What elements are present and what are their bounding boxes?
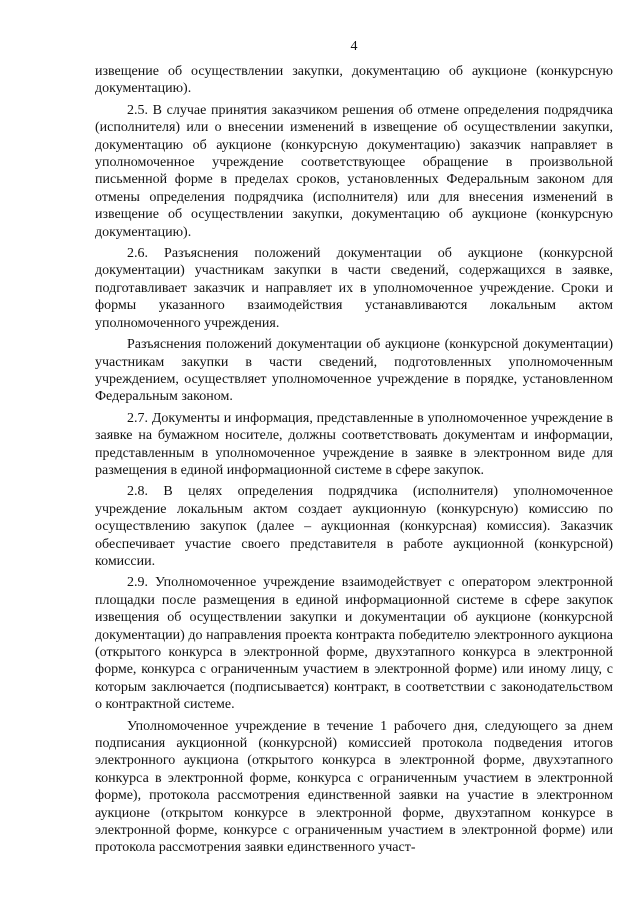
paragraph-2-6-clarifications: Разъяснения положений документации об аукционе (конкурсной документации) участникам закупки в части сведений, подготовленных уполномоченным учреждением, осуществляет уполномоченное учреждение в порядке, установленном Федеральным законом.	[95, 337, 613, 405]
paragraph-2-8: 2.8. В целях определения подрядчика (исполнителя) уполномоченное учреждение локальным актом создает аукционную (конкурсную) комиссию по осуществлению закупок (далее – аукционная (конкурсная) комиссия). Заказчик обеспечивает участие своего представителя в работе аукционной (конкурсной) комиссии.	[95, 484, 613, 569]
paragraph-2-7: 2.7. Документы и информация, представленные в уполномоченное учреждение в заявке на бумажном носителе, должны соответствовать документам и информации, представленным в уполномоченное учреждение в заявке в электронном виде для размещения в единой информационной системе в сфере закупок.	[95, 410, 613, 478]
paragraph-2-5: 2.5. В случае принятия заказчиком решения об отмене определения подрядчика (исполнителя) или о внесении изменений в извещение об осуществлении закупки, документацию об аукционе (конкурсную документацию) заказчик направляет в уполномоченное учреждение соответствующее обращение в произвольной письменной форме в пределах сроков, установленных Федеральным законом для отмены определения подрядчика (исполнителя) или для внесения изменений в извещение об осуществлении закупки, документацию об аукционе (конкурсную документацию).	[95, 102, 613, 240]
page-number: 4	[350, 39, 358, 54]
paragraph-continuation: извещение об осуществлении закупки, документацию об аукционе (конкурсную документацию).	[95, 64, 613, 97]
paragraph-2-6: 2.6. Разъяснения положений документации об аукционе (конкурсной документации) участникам закупки в части сведений, содержащихся в заявке, подготавливает заказчик и направляет их в уполномоченное учреждение. Сроки и формы указанного взаимодействия устанавливаются локальным актом уполномоченного учреждения.	[95, 246, 613, 331]
paragraph-2-9: 2.9. Уполномоченное учреждение взаимодействует с оператором электронной площадки после размещения в единой информационной системе в сфере закупок извещения об осуществлении закупки и документации об аукционе (конкурсной документации) до направления проекта контракта победителю электронного аукциона (открытого конкурса в электронной форме, двухэтапного конкурса в электронной форме, конкурса с ограниченным участием в электронной форме) или иному лицу, с которым заключается (подписывается) контракт, в соответствии с законодательством о контрактной системе.	[95, 575, 613, 713]
document-page	[95, 38, 613, 857]
paragraph-2-9-protocol: Уполномоченное учреждение в течение 1 рабочего дня, следующего за днем подписания аукционной (конкурсной) комиссией протокола подведения итогов электронного аукциона (открытого конкурса в электронной форме, двухэтапного конкурса в электронной форме, конкурса с ограниченным участием в электронной форме), протокола рассмотрения единственной заявки на участие в электронном аукционе (открытом конкурсе в электронной форме, двухэтапном конкурсе в электронной форме, конкурсе с ограниченным участием в электронной форме) или протокола рассмотрения заявки единственного участ-	[95, 718, 613, 856]
